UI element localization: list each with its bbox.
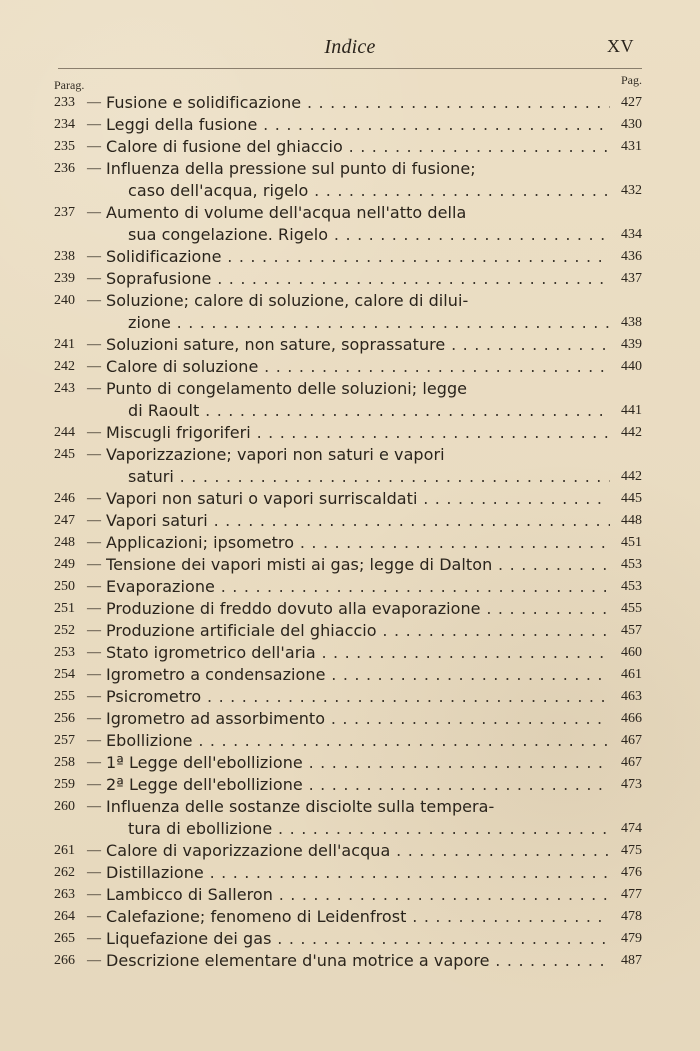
entry-title-line: Leggi della fusione . . . xyxy=(106,114,610,136)
paragraph-number: 254 xyxy=(54,667,75,682)
paragraph-number: 235 xyxy=(54,139,75,154)
entry-title xyxy=(106,202,610,246)
paragraph-number: 256 xyxy=(54,711,75,726)
page-number: 442 xyxy=(621,425,642,440)
paragraph-number: 244 xyxy=(54,425,75,440)
toc-entry xyxy=(54,598,646,620)
entry-title xyxy=(106,510,610,532)
paragraph-number: 248 xyxy=(54,535,75,550)
toc-entry xyxy=(54,664,646,686)
toc-entry xyxy=(54,202,646,246)
entry-title-line: Vapori non saturi o vapori surriscaldati . . . xyxy=(106,488,610,510)
entry-title-line: Fusione e solidificazione . . . xyxy=(106,92,610,114)
page-number: 461 xyxy=(621,667,642,682)
entry-title xyxy=(106,928,610,950)
page-number: 478 xyxy=(621,909,642,924)
entry-title-line: Soluzioni sature, non sature, soprassature . . . xyxy=(106,334,610,356)
entry-continuation-line: saturi . . . xyxy=(106,466,610,488)
paragraph-number: 258 xyxy=(54,755,75,770)
entry-title xyxy=(106,246,610,268)
page-number: 467 xyxy=(621,755,642,770)
entry-title xyxy=(106,268,610,290)
entry-dash: — xyxy=(87,139,101,154)
entry-title-line: Influenza delle sostanze disciolte sulla tempera- xyxy=(106,797,495,816)
paragraph-number: 257 xyxy=(54,733,75,748)
toc-entry xyxy=(54,158,646,202)
paragraph-number: 259 xyxy=(54,777,75,792)
page-number: 467 xyxy=(621,733,642,748)
entry-title-line: Tensione dei vapori misti ai gas; legge di Dalton . . . xyxy=(106,554,610,576)
paragraph-number: 265 xyxy=(54,931,75,946)
entry-dash: — xyxy=(87,667,101,682)
paragraph-number: 266 xyxy=(54,953,75,968)
entry-dash: — xyxy=(87,535,101,550)
page-number: 475 xyxy=(621,843,642,858)
entry-title-line: Aumento di volume dell'acqua nell'atto della xyxy=(106,203,467,222)
roman-page-number: XV xyxy=(607,36,634,56)
page-number: 460 xyxy=(621,645,642,660)
toc-entry xyxy=(54,840,646,862)
page-number: 453 xyxy=(621,557,642,572)
paragraph-number: 238 xyxy=(54,249,75,264)
paragraph-number: 240 xyxy=(54,293,75,308)
entry-dash: — xyxy=(87,623,101,638)
toc-entry xyxy=(54,554,646,576)
entry-continuation-line: tura di ebollizione . . . xyxy=(106,818,610,840)
entry-title-line: Lambicco di Salleron . . . xyxy=(106,884,610,906)
column-labels xyxy=(54,70,646,92)
paragraph-number: 253 xyxy=(54,645,75,660)
paragraph-number: 233 xyxy=(54,95,75,110)
entry-title-line: Calore di vaporizzazione dell'acqua . . . xyxy=(106,840,610,862)
toc-entry xyxy=(54,906,646,928)
entry-dash: — xyxy=(87,645,101,660)
entry-dash: — xyxy=(87,755,101,770)
paragraph-number: 236 xyxy=(54,161,75,176)
entry-continuation-line: zione . . . xyxy=(106,312,610,334)
entry-title-line: Distillazione . . . xyxy=(106,862,610,884)
page-number: 473 xyxy=(621,777,642,792)
entry-title-line: Psicrometro . . . xyxy=(106,686,610,708)
page-number: 440 xyxy=(621,359,642,374)
entry-dash: — xyxy=(87,447,101,462)
toc-entry xyxy=(54,928,646,950)
toc-entry xyxy=(54,422,646,444)
page-number: 434 xyxy=(621,227,642,242)
entry-dash: — xyxy=(87,557,101,572)
toc-entry xyxy=(54,884,646,906)
toc-entry xyxy=(54,290,646,334)
entry-title xyxy=(106,950,610,972)
entry-dash: — xyxy=(87,271,101,286)
page-number: 432 xyxy=(621,183,642,198)
toc-entry xyxy=(54,510,646,532)
entry-dash: — xyxy=(87,953,101,968)
toc-entry xyxy=(54,488,646,510)
page-number: 463 xyxy=(621,689,642,704)
page-number: 451 xyxy=(621,535,642,550)
entry-title xyxy=(106,356,610,378)
page-number: 431 xyxy=(621,139,642,154)
entry-dash: — xyxy=(87,601,101,616)
page-title: Indice xyxy=(324,36,376,58)
entry-title xyxy=(106,862,610,884)
entry-dash: — xyxy=(87,689,101,704)
toc-entry xyxy=(54,532,646,554)
page-number: 479 xyxy=(621,931,642,946)
entry-title-line: Descrizione elementare d'una motrice a vapore . . . xyxy=(106,950,610,972)
entry-title-line: Punto di congelamento delle soluzioni; legge xyxy=(106,379,468,398)
page-number: 445 xyxy=(621,491,642,506)
paragraph-number: 249 xyxy=(54,557,75,572)
paragraph-number: 245 xyxy=(54,447,75,462)
toc-entry xyxy=(54,620,646,642)
toc-entry xyxy=(54,752,646,774)
entry-title xyxy=(106,114,610,136)
entry-dash: — xyxy=(87,491,101,506)
entry-title xyxy=(106,378,610,422)
page-number: 437 xyxy=(621,271,642,286)
entry-dash: — xyxy=(87,249,101,264)
entry-dash: — xyxy=(87,865,101,880)
entry-title xyxy=(106,290,610,334)
entry-dash: — xyxy=(87,733,101,748)
paragraph-number: 247 xyxy=(54,513,75,528)
entry-title-line: 2ª Legge dell'ebollizione . . . xyxy=(106,774,610,796)
toc-entry xyxy=(54,92,646,114)
paragraph-number: 261 xyxy=(54,843,75,858)
entry-title xyxy=(106,532,610,554)
entry-title-line: Miscugli frigoriferi . . . xyxy=(106,422,610,444)
page-number: 487 xyxy=(621,953,642,968)
entry-title-line: Calefazione; fenomeno di Leidenfrost . . . xyxy=(106,906,610,928)
page-number: 455 xyxy=(621,601,642,616)
entry-title xyxy=(106,752,610,774)
entry-title-line: Igrometro a condensazione . . . xyxy=(106,664,610,686)
page-number: 474 xyxy=(621,821,642,836)
toc-entry xyxy=(54,642,646,664)
paragraph-label: Parag. xyxy=(54,78,85,92)
toc-entry xyxy=(54,334,646,356)
page-header xyxy=(54,34,646,68)
entry-title xyxy=(106,708,610,730)
entry-title-line: Calore di soluzione . . . xyxy=(106,356,610,378)
paragraph-number: 241 xyxy=(54,337,75,352)
page-number: 466 xyxy=(621,711,642,726)
entry-title xyxy=(106,664,610,686)
entry-title-line: Evaporazione . . . xyxy=(106,576,610,598)
entry-title xyxy=(106,598,610,620)
page-number: 477 xyxy=(621,887,642,902)
entry-title xyxy=(106,554,610,576)
entry-continuation-line: di Raoult . . . xyxy=(106,400,610,422)
entry-title xyxy=(106,884,610,906)
paragraph-number: 263 xyxy=(54,887,75,902)
toc-entry xyxy=(54,268,646,290)
entry-dash: — xyxy=(87,777,101,792)
entry-title xyxy=(106,488,610,510)
entry-continuation-line: caso dell'acqua, rigelo . . . xyxy=(106,180,610,202)
entry-dash: — xyxy=(87,381,101,396)
page-number: 430 xyxy=(621,117,642,132)
paragraph-number: 264 xyxy=(54,909,75,924)
entry-title xyxy=(106,642,610,664)
entry-title xyxy=(106,136,610,158)
entry-dash: — xyxy=(87,205,101,220)
entry-title xyxy=(106,686,610,708)
entry-title-line: 1ª Legge dell'ebollizione . . . xyxy=(106,752,610,774)
paragraph-number: 234 xyxy=(54,117,75,132)
entry-dash: — xyxy=(87,513,101,528)
toc-entry xyxy=(54,576,646,598)
entry-title xyxy=(106,158,610,202)
entry-title-line: Soprafusione . . . xyxy=(106,268,610,290)
entry-dash: — xyxy=(87,425,101,440)
entry-title-line: Calore di fusione del ghiaccio . . . xyxy=(106,136,610,158)
paragraph-number: 243 xyxy=(54,381,75,396)
paragraph-number: 251 xyxy=(54,601,75,616)
entry-title xyxy=(106,730,610,752)
entry-dash: — xyxy=(87,579,101,594)
toc-entry xyxy=(54,444,646,488)
entry-title-line: Stato igrometrico dell'aria . . . xyxy=(106,642,610,664)
entry-title-line: Solidificazione . . . xyxy=(106,246,610,268)
toc-entry xyxy=(54,774,646,796)
entry-dash: — xyxy=(87,909,101,924)
entry-dash: — xyxy=(87,711,101,726)
page-number: 439 xyxy=(621,337,642,352)
entry-title xyxy=(106,796,610,840)
toc-entry xyxy=(54,796,646,840)
toc-entry xyxy=(54,114,646,136)
entry-title-line: Liquefazione dei gas . . . xyxy=(106,928,610,950)
toc-entry xyxy=(54,686,646,708)
toc-entry xyxy=(54,356,646,378)
page-number: 438 xyxy=(621,315,642,330)
entry-title xyxy=(106,840,610,862)
entry-dash: — xyxy=(87,359,101,374)
entry-title-line: Ebollizione . . . xyxy=(106,730,610,752)
entry-dash: — xyxy=(87,843,101,858)
entry-title xyxy=(106,92,610,114)
paragraph-number: 242 xyxy=(54,359,75,374)
entry-title-line: Produzione di freddo dovuto alla evaporazione . . . xyxy=(106,598,610,620)
paragraph-number: 252 xyxy=(54,623,75,638)
entry-title-line: Applicazioni; ipsometro . . . xyxy=(106,532,610,554)
entry-title-line: Produzione artificiale del ghiaccio . . . xyxy=(106,620,610,642)
page-number: 453 xyxy=(621,579,642,594)
entry-title xyxy=(106,334,610,356)
toc-entry xyxy=(54,136,646,158)
page-number: 448 xyxy=(621,513,642,528)
entry-title-line: Soluzione; calore di soluzione, calore di dilui- xyxy=(106,291,469,310)
page-label: Pag. xyxy=(621,73,642,87)
paragraph-number: 255 xyxy=(54,689,75,704)
entry-title xyxy=(106,774,610,796)
header-rule xyxy=(58,68,642,69)
entry-title xyxy=(106,576,610,598)
page-number: 441 xyxy=(621,403,642,418)
entry-continuation-line: sua congelazione. Rigelo . . . xyxy=(106,224,610,246)
entry-dash: — xyxy=(87,293,101,308)
table-of-contents xyxy=(54,92,646,972)
toc-entry xyxy=(54,708,646,730)
entry-dash: — xyxy=(87,95,101,110)
entry-title-line: Vapori saturi . . . xyxy=(106,510,610,532)
toc-entry xyxy=(54,730,646,752)
paragraph-number: 239 xyxy=(54,271,75,286)
toc-entry xyxy=(54,862,646,884)
entry-title xyxy=(106,422,610,444)
entry-dash: — xyxy=(87,799,101,814)
paragraph-number: 262 xyxy=(54,865,75,880)
entry-title-line: Vaporizzazione; vapori non saturi e vapori xyxy=(106,445,445,464)
entry-dash: — xyxy=(87,117,101,132)
paragraph-number: 237 xyxy=(54,205,75,220)
entry-dash: — xyxy=(87,887,101,902)
toc-entry xyxy=(54,950,646,972)
entry-dash: — xyxy=(87,337,101,352)
entry-title xyxy=(106,620,610,642)
paragraph-number: 260 xyxy=(54,799,75,814)
toc-entry xyxy=(54,378,646,422)
entry-dash: — xyxy=(87,161,101,176)
entry-dash: — xyxy=(87,931,101,946)
page-number: 442 xyxy=(621,469,642,484)
entry-title xyxy=(106,444,610,488)
entry-title-line: Igrometro ad assorbimento . . . xyxy=(106,708,610,730)
paragraph-number: 250 xyxy=(54,579,75,594)
toc-entry xyxy=(54,246,646,268)
entry-title xyxy=(106,906,610,928)
page-number: 436 xyxy=(621,249,642,264)
page-number: 476 xyxy=(621,865,642,880)
entry-title-line: Influenza della pressione sul punto di fusione; xyxy=(106,159,476,178)
page-number: 427 xyxy=(621,95,642,110)
page-number: 457 xyxy=(621,623,642,638)
paragraph-number: 246 xyxy=(54,491,75,506)
